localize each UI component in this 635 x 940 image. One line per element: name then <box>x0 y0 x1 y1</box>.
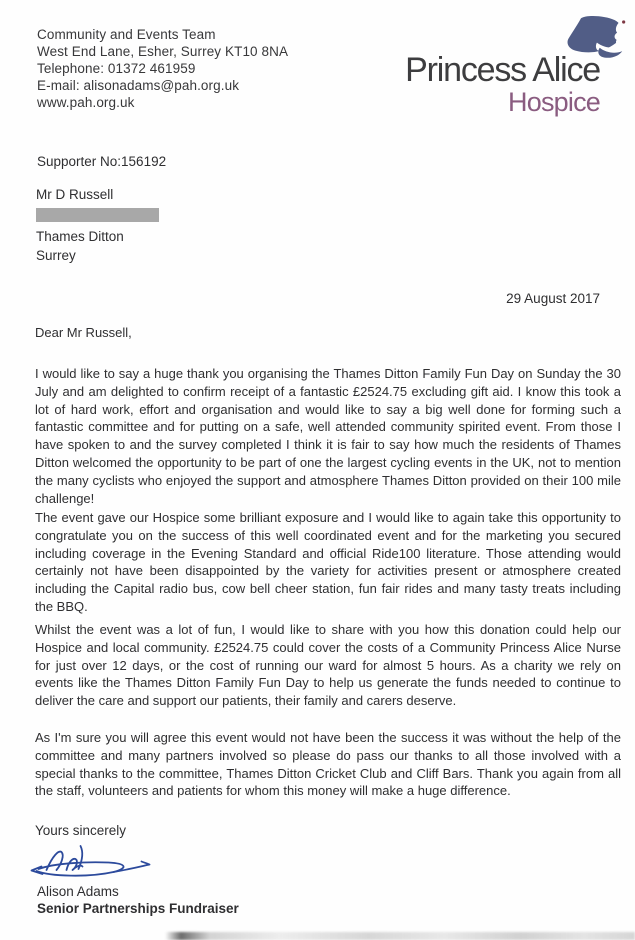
hospice-logo-wordmark <box>405 52 600 116</box>
paragraph-4: As I'm sure you will agree this event would not have been the success it was without the help of the committee and many partners involved so please do pass our thanks to all those involved with a special thanks to the committee, Thames Ditton Cricket Club and Cliff Bars. Thank you again from all the staff, volunteers and patients for whom this money will make a huge difference. <box>35 730 621 799</box>
logo-hospice: Hospice <box>508 87 600 117</box>
sender-contact-block <box>37 27 288 112</box>
logo-princess-alice: Princess Alice <box>405 51 600 89</box>
recipient-name: Mr D Russell <box>36 187 114 202</box>
recipient-address-block <box>36 185 159 265</box>
signatory-name: Alison Adams <box>37 884 119 899</box>
signatory-title: Senior Partnerships Fundraiser <box>37 901 239 916</box>
paragraph-1: I would like to say a huge thank you organising the Thames Ditton Family Fun Day on Sunday the 30 July and am delighted to confirm receipt of a fantastic £2524.75 excluding gift aid. I know this took a lot of hard work, effort and organisation and would like to say a big well done for forming such a fantastic committee and for putting on a safe, well attended community spirited event. From those I have spoken to and the survey completed I think it is fair to say how much the residents of Thames Ditton welcomed the opportunity to be part of one the largest cycling events in the UK, not to mention the many cyclists who enjoyed the support and atmosphere Thames Ditton provided on their 100 mile challenge! <box>35 366 621 506</box>
sender-team: Community and Events Team <box>37 27 216 42</box>
signature-scribble <box>26 842 156 889</box>
recipient-county: Surrey <box>36 248 76 263</box>
sender-telephone: Telephone: 01372 461959 <box>37 60 196 76</box>
recipient-town: Thames Ditton <box>36 229 124 244</box>
logo-dot <box>622 20 625 23</box>
paragraph-3: Whilst the event was a lot of fun, I would like to share with you how this donation could help our Hospice and local community. £2524.75 could cover the costs of a Community Princess Alice Nurse for just over 12 days, or the cost of running our ward for almost 5 hours. As a charity we rely on events like the Thames Ditton Family Fun Day to help us generate the funds needed to continue to deliver the care and support our patients, their family and carers deserve. <box>35 622 621 709</box>
salutation: Dear Mr Russell, <box>35 325 132 340</box>
paragraph-2: The event gave our Hospice some brilliant exposure and I would like to again take this opportunity to congratulate you on the success of this well coordinated event and for the marketing you secured including coverage in the Evening Standard and official Ride100 literature. Those attending would certainly not have been disappointed by the variety for activities present or atmosphere created including the Capital radio bus, cow bell cheer station, fun fair rides and many tasty treats including the BBQ. <box>35 510 621 614</box>
sender-email: E-mail: alisonadams@pah.org.uk <box>37 77 240 93</box>
scan-artifact <box>0 932 635 940</box>
closing-phrase: Yours sincerely <box>35 823 127 838</box>
sender-website: www.pah.org.uk <box>37 94 135 110</box>
letter-date: 29 August 2017 <box>506 291 600 306</box>
supporter-number: Supporter No:156192 <box>37 154 167 169</box>
redaction-bar <box>36 208 159 222</box>
sender-address: West End Lane, Esher, Surrey KT10 8NA <box>37 43 289 59</box>
